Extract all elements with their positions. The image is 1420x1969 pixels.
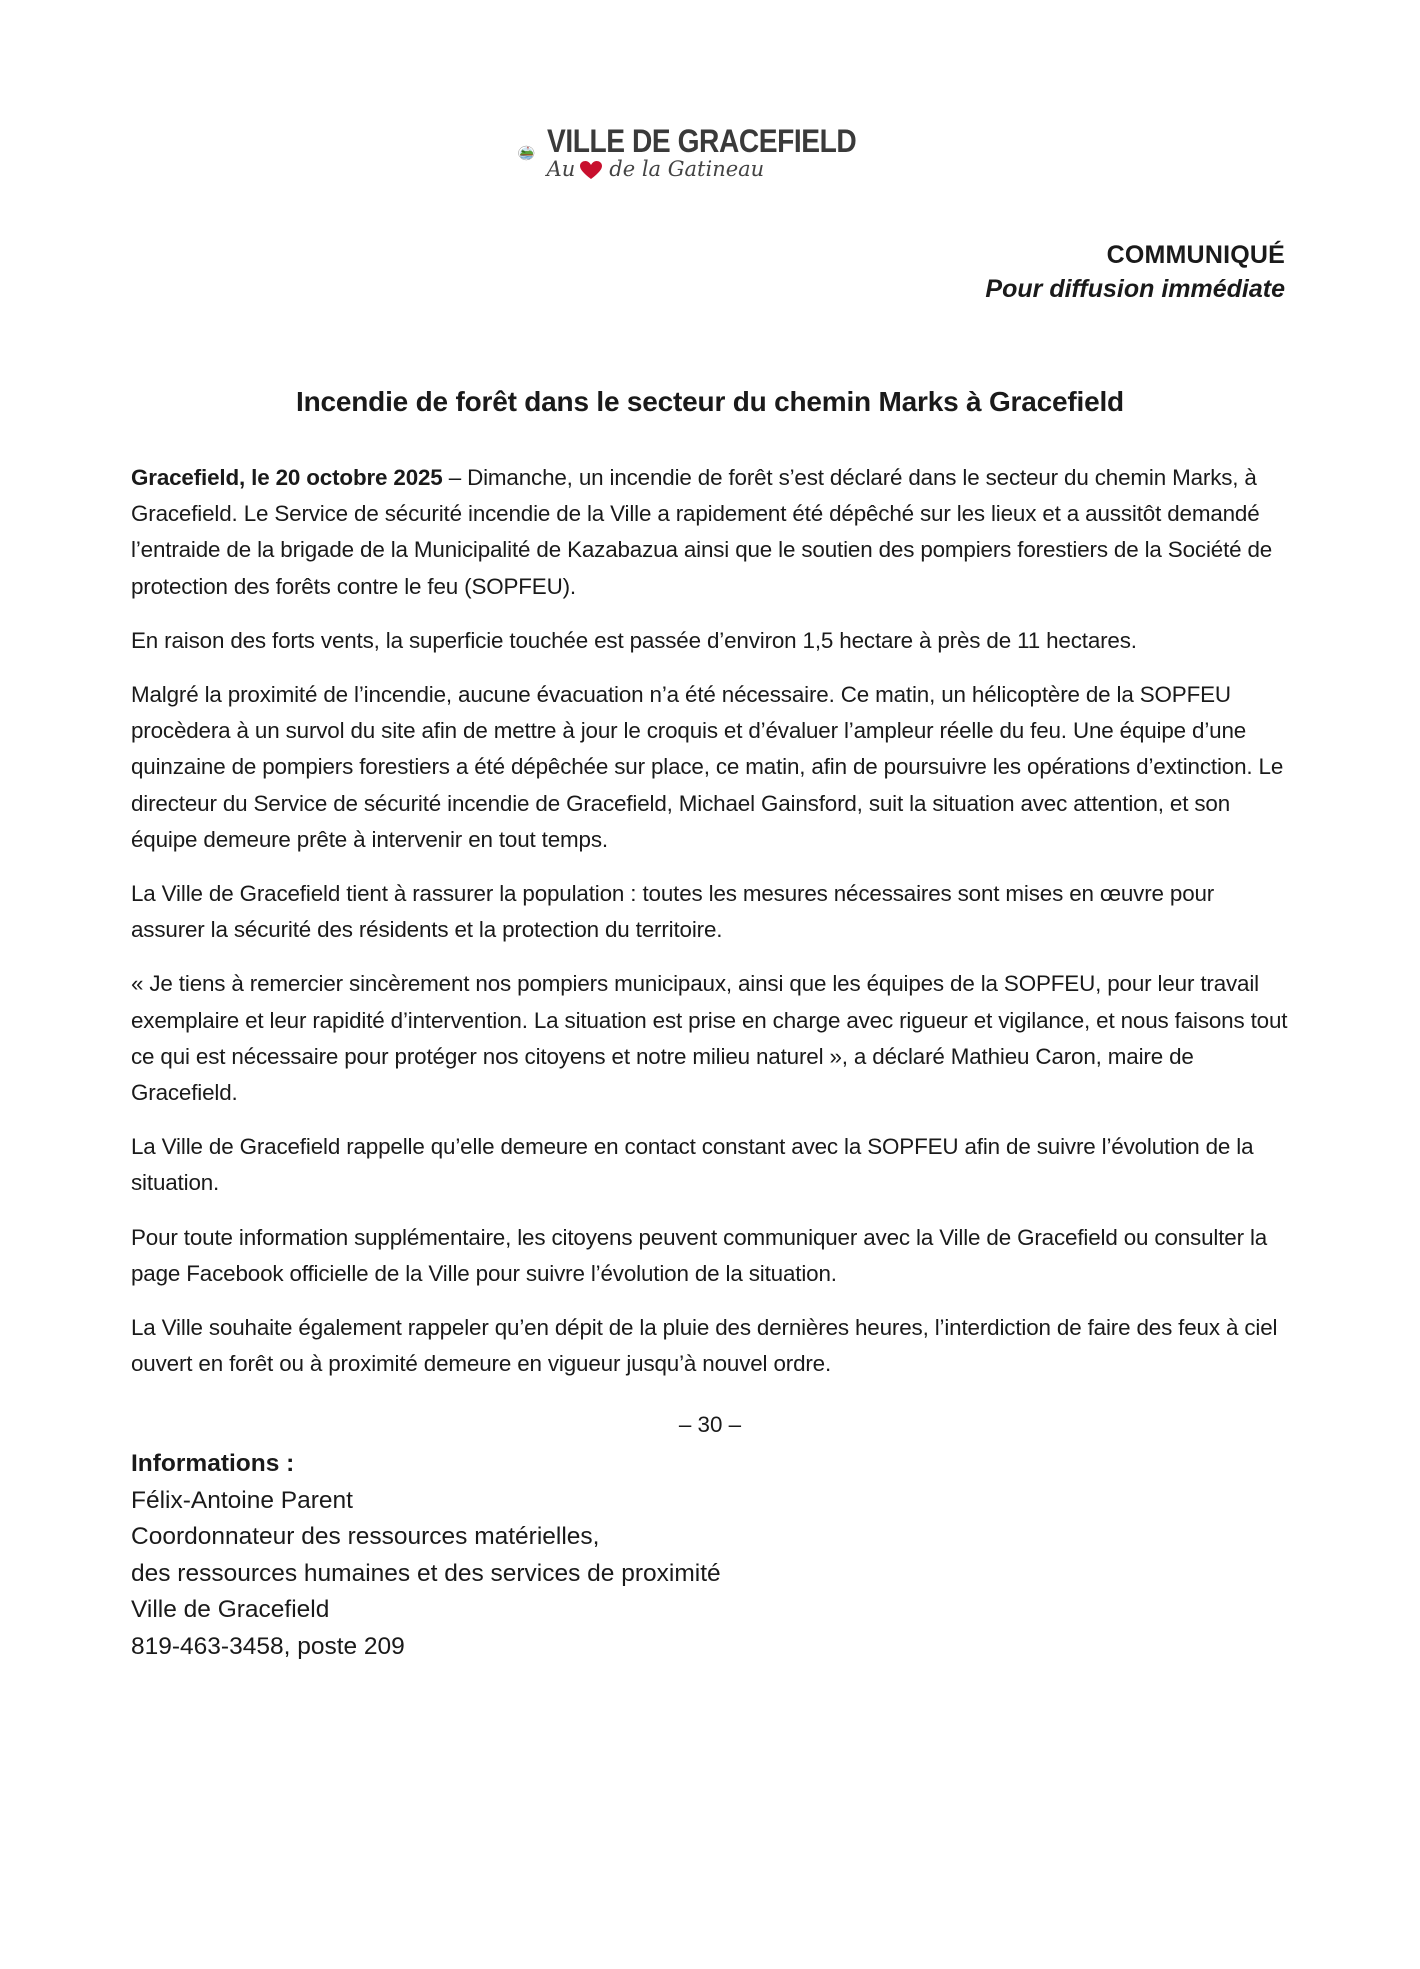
logo-tagline [547,159,898,180]
paragraph-4: La Ville de Gracefield tient à rassurer la population : toutes les mesures nécessaires sont mises en œuvre pour assurer la sécurité des résidents et la protection du territoire. [131,881,1215,943]
paragraph-8: La Ville souhaite également rappeler qu’en dépit de la pluie des dernières heures, l’interdiction de faire des feux à ciel ouvert en forêt ou à proximité demeure en vigueur jusqu’à nouvel ordre. [131,1315,1278,1377]
release-note: Pour diffusion immédiate [985,275,1285,303]
contact-role-line-2: des ressources humaines et des services de proximité [131,1559,721,1587]
paragraph-3: Malgré la proximité de l’incendie, aucune évacuation n’a été nécessaire. Ce matin, un hélicoptère de la SOPFEU procèdera à un survol du site afin de mettre à jour le croquis et d’évaluer l’ampleur réelle du feu. Une équipe d’une quinzaine de pompiers forestiers a été dépêchée sur place, ce matin, afin de poursuivre les opérations d’extinction. Le directeur du Service de sécurité incendie de Gracefield, Michael Gainsford, suit la situation avec attention, et son équipe demeure prête à intervenir en tout temps. [131,682,1284,852]
paragraph-2: En raison des forts vents, la superficie touchée est passée d’environ 1,5 hectare à près de 11 hectares. [131,627,1137,653]
release-header [985,238,1285,306]
paragraph-1-text: – Dimanche, un incendie de forêt s’est déclaré dans le secteur du chemin Marks, à Gracefield. Le Service de sécurité incendie de la Ville a rapidement été dépêché sur les lieux et a aussitôt demandé l’entraide de la brigade de la Municipalité de Kazabazua ainsi que le soutien des pompiers forestiers de la Société de protection des forêts contre le feu (SOPFEU). [131,465,1273,599]
page-title: Incendie de forêt dans le secteur du chemin Marks à Gracefield [296,386,1124,417]
logo-title: VILLE DE GRACEFIELD [546,123,856,159]
contact-heading: Informations : [131,1450,295,1477]
ville-de-gracefield-logo [518,105,898,200]
contact-organization: Ville de Gracefield [131,1596,330,1623]
paragraph-5: « Je tiens à remercier sincèrement nos pompiers municipaux, ainsi que les équipes de la SOPFEU, pour leur travail exemplaire et leur rapidité d’intervention. La situation est prise en charge avec rigueur et vigilance, et nous faisons tout ce qui est nécessaire pour protéger nos citoyens et notre milieu naturel », a déclaré Mathieu Caron, maire de Gracefield. [131,971,1288,1106]
end-mark: – 30 – [678,1412,742,1437]
contact-name: Félix-Antoine Parent [131,1486,353,1514]
contact-role-line-1: Coordonnateur des ressources matérielles, [131,1523,600,1550]
release-kind: COMMUNIQUÉ [1106,241,1285,269]
press-release-body [131,460,1291,1400]
contact-phone: 819-463-3458, poste 209 [131,1632,405,1660]
contact-block [131,1446,721,1665]
paragraph-6: La Ville de Gracefield rappelle qu’elle demeure en contact constant avec la SOPFEU afin de suivre l’évolution de la situation. [131,1134,1254,1196]
tagline-left: Au [546,157,576,181]
paragraph-7: Pour toute information supplémentaire, les citoyens peuvent communiquer avec la Ville de Gracefield ou consulter la page Facebook officielle de la Ville pour suivre l’évolution de la situation. [131,1224,1268,1286]
dateline: Gracefield, le 20 octobre 2025 [131,465,443,490]
paragraph-1 [131,460,1291,605]
heart-icon [579,160,603,180]
logo-emblem-icon [518,107,535,199]
logo-text [547,125,898,180]
tagline-right: de la Gatineau [609,157,765,181]
